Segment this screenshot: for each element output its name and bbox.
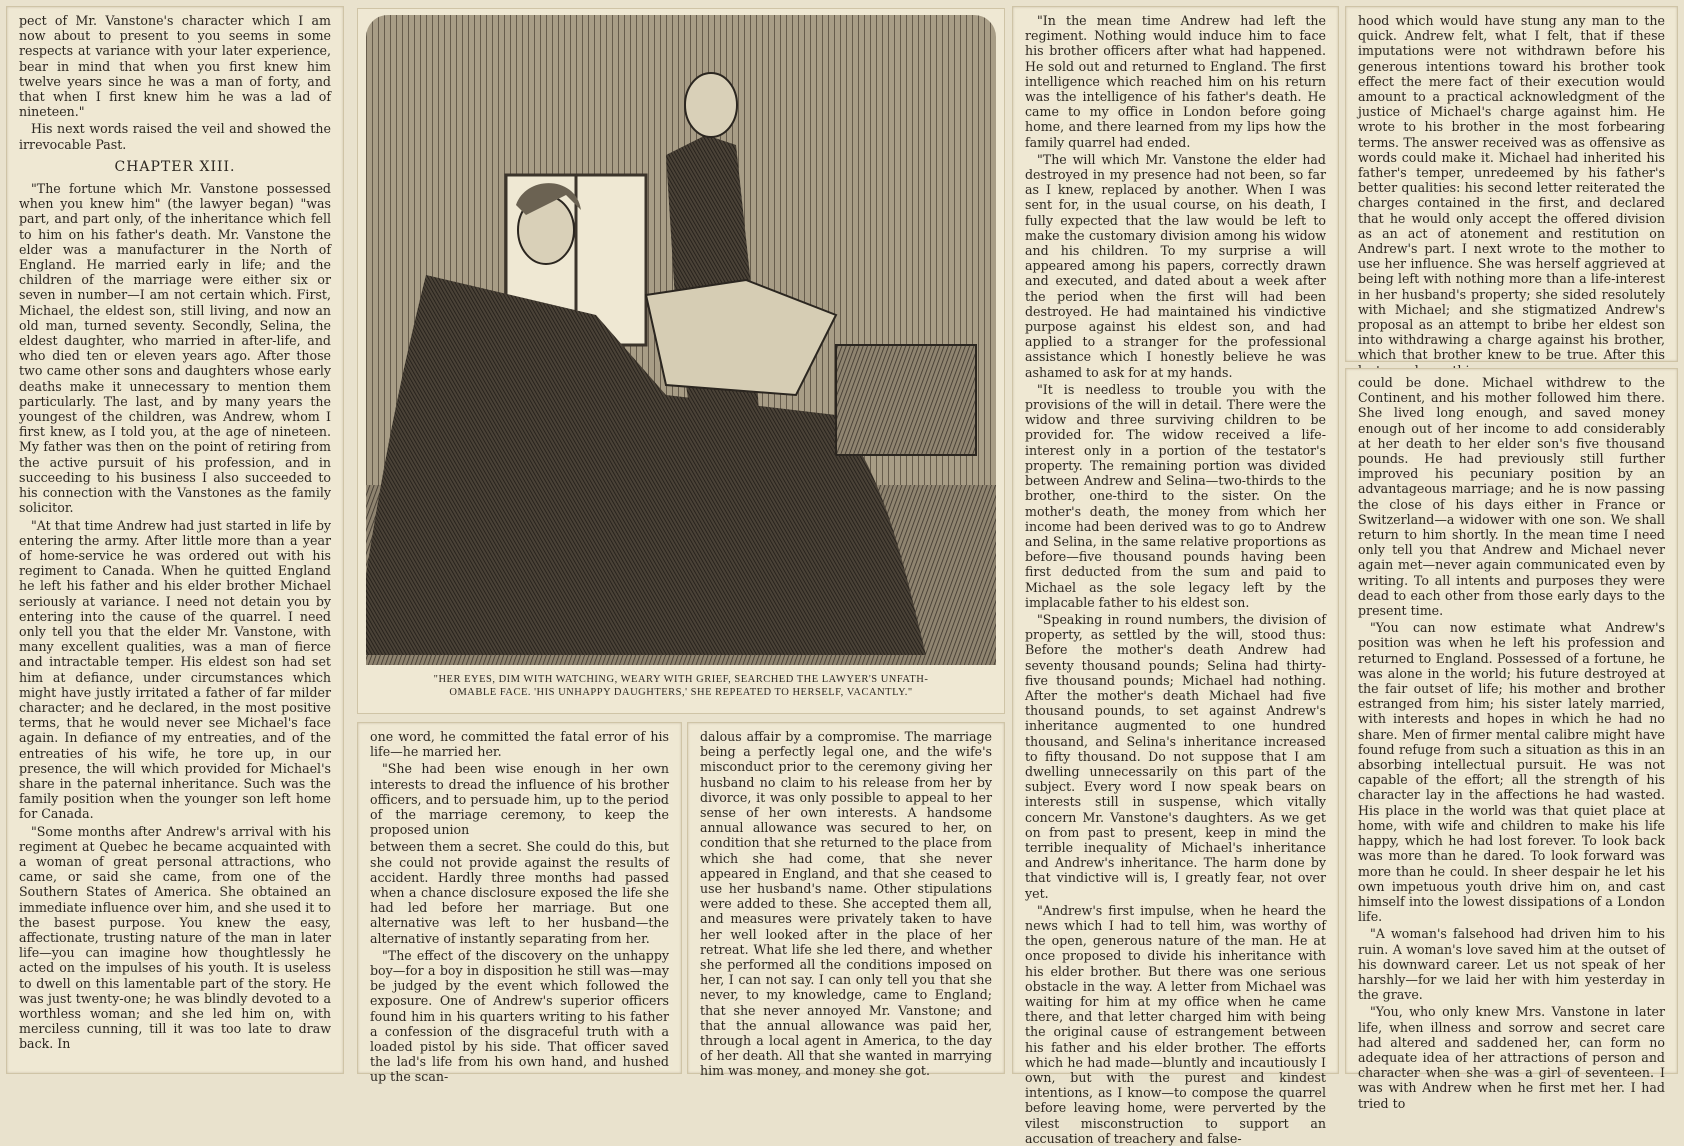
paragraph: "The fortune which Mr. Vanstone possessed when you knew him" (the lawyer began) "was part, and part only, of the inheritance which fell to him on his father's death. Mr. Vanstone the elder was a manufacturer in the North of England. He married early in life; and the children of the marriage were either six or seven in number—I am not certain which. First, Michael, the eldest son, still living, and now an old man, turned seventy. Secondly, Selina, the eldest daughter, who married in after-life, and who died ten or eleven years ago. After those two came other sons and daughters whose early deaths make it unnecessary to mention them particularly. The last, and by many years the youngest of the children, was Andrew, whom I first knew, as I told you, at the age of nineteen. My father was then on the point of retiring from the active pursuit of his profession, and in succeeding to his business I also succeeded to his connection with the Vanstones as the family solicitor. [19, 181, 331, 516]
column-2 [357, 722, 682, 1085]
paragraph: "You can now estimate what Andrew's position was when he left his profession and returned to England. Possessed of a fortune, he was alone in the world; his future destroyed at the fair outset of life; his mother and brother estranged from him; his sister lately married, with interests and hopes in which he had no share. Men of firmer mental calibre might have found refuge from such a situation as this in an absorbing intellectual pursuit. He was not capable of the effort; all the strength of his character lay in the affections he had wasted. His place in the world was that quiet place at home, with wife and children to make his life happy, which he had lost forever. To look back was more than he dared. To look forward was more than he could. In sheer despair he let his own impetuous youth drive him on, and cast himself into the lowest dissipations of a London life. [1358, 620, 1665, 925]
paragraph: "It is needless to trouble you with the provisions of the will in detail. There were the widow and three surviving children to be provided for. The widow received a life-interest only in a portion of the testator's property. The remaining portion was divided between Andrew and Selina—two-thirds to the brother, one-third to the sister. On the mother's death, the money from which her income had been derived was to go to Andrew and Selina, in the same relative proportions as before—five thousand pounds having been first deducted from the sum and paid to Michael as the sole legacy left by the implacable father to his eldest son. [1025, 381, 1326, 610]
column-4 [1012, 6, 1339, 1146]
illustration-caption [368, 673, 994, 699]
paragraph: "Andrew's first impulse, when he heard the news which I had to tell him, was worthy of the open, generous nature of the man. He at once proposed to divide his inheritance with his elder brother. But there was one serious obstacle in the way. A letter from Michael was waiting for him at my office when he came there, and that letter charged him with being the original cause of estrangement between his father and his elder brother. The efforts which he had made—bluntly and incautiously I own, but with the purest and kindest intentions, as I know—to compose the quarrel before leaving home, were perverted by the vilest misconstruction to support an accusation of treachery and false- [1025, 902, 1326, 1146]
paragraph: dalous affair by a compromise. The marriage being a perfectly legal one, and the wife's misconduct prior to the ceremony giving her husband no claim to his release from her by divorce, it was only possible to appeal to her sense of her own interests. A handsome annual allowance was secured to her, on condition that she returned to the place from which she had come, that she never appeared in England, and that she ceased to use her husband's name. Other stipulations were added to these. She accepted them all, and measures were privately taken to have her well looked after in the place of her retreat. What life she led there, and whether she performed all the conditions imposed on her, I can not say. I can only tell you that she never, to my knowledge, came to England; that she never annoyed Mr. Vanstone; and that the annual allowance was paid her, through a local agent in America, to the day of her death. All that she wanted in marrying him was money, and money she got. [700, 729, 992, 1079]
paragraph: His next words raised the veil and showed the irrevocable Past. [19, 121, 331, 152]
table [836, 345, 976, 455]
paragraph: "At that time Andrew had just started in life by entering the army. After little more than a year of home-service he was ordered out with his regiment to Canada. When he quitted England he left his father and his elder brother Michael seriously at variance. I need not detain you by entering into the cause of the quarrel. I need only tell you that the elder Mr. Vanstone, with many excellent qualities, was a man of fierce and intractable temper. His eldest son had set him at defiance, under circumstances which might have justly irritated a father of far milder character; and he declared, in the most positive terms, that he would never see Michael's face again. In defiance of my entreaties, and of the entreaties of his wife, he tore up, in our presence, the will which provided for Michael's share in the paternal inheritance. Such was the family position when the younger son left home for Canada. [19, 517, 331, 822]
paragraph: "Speaking in round numbers, the division of property, as settled by the will, stood thus: Before the mother's death Andrew had seventy thousand pounds; Selina had thirty-five thousand pounds; Michael had nothing. After the mother's death Michael had five thousand pounds, to set against Andrew's inheritance augmented to one hundred thousand, and Selina's inheritance increased to fifty thousand. Do not suppose that I am dwelling unnecessarily on this part of the subject. Every word I now speak bears on interests still in suspense, which vitally concern Mr. Vanstone's daughters. As we get on from past to present, keep in mind the terrible inequality of Michael's inheritance and Andrew's inheritance. The harm done by that vindictive will is, I greatly fear, not over yet. [1025, 611, 1326, 901]
column-1 [6, 6, 344, 1074]
caption-line: "HER EYES, DIM WITH WATCHING, WEARY WITH GRIEF, SEARCHED THE LAWYER'S UNFATH- [433, 674, 929, 685]
column-5-top [1345, 6, 1678, 362]
paragraph: "The effect of the discovery on the unhappy boy—for a boy in disposition he still was—may be judged by the event which followed the exposure. One of Andrew's superior officers found him in his quarters writing to his father a confession of the disgraceful truth with a loaded pistol by his side. That officer saved the lad's life from his own hand, and hushed up the scan- [370, 947, 669, 1085]
paragraph: "She had been wise enough in her own interests to dread the influence of his brother officers, and to persuade him, up to the period of the marriage ceremony, to keep the proposed union [370, 761, 669, 838]
paragraph: "In the mean time Andrew had left the regiment. Nothing would induce him to face his brother officers after what had happened. He sold out and returned to England. The first intelligence which reached him on his return was the intelligence of his father's death. He came to my office in London before going home, and there learned from my lips how the family quarrel had ended. [1025, 13, 1326, 150]
caption-line: OMABLE FACE. 'HIS UNHAPPY DAUGHTERS,' SHE REPEATED TO HERSELF, VACANTLY." [449, 687, 913, 698]
paragraph: "Some months after Andrew's arrival with his regiment at Quebec he became acquainted with a woman of great personal attractions, who came, or said she came, from one of the Southern States of America. She obtained an immediate influence over him, and she used it to the basest purpose. You knew the easy, affectionate, trusting nature of the man in later life—you can imagine how thoughtlessly he acted on the impulses of his youth. It is useless to dwell on this lamentable part of the story. He was just twenty-one; he was blindly devoted to a worthless woman; and she led him on, with merciless cunning, till it was too late to draw back. In [19, 823, 332, 1052]
column-3 [687, 722, 1005, 1079]
column-5-bottom [1345, 368, 1678, 1111]
paragraph: "You, who only knew Mrs. Vanstone in later life, when illness and sorrow and secret care had altered and saddened her, can form no adequate idea of her attractions of person and character when she was a girl of seventeen. I was with Andrew when he first met her. I had tried to [1358, 1004, 1665, 1111]
paragraph: hood which would have stung any man to the quick. Andrew felt, what I felt, that if these imputations were not withdrawn before his generous intentions toward his brother took effect the mere fact of their execution would amount to a practical acknowledgment of the justice of Michael's charge against him. He wrote to his brother in the most forbearing terms. The answer received was as offensive as words could make it. Michael had inherited his father's temper, unredeemed by his father's better qualities: his second letter reiterated the charges contained in the first, and declared that he would only accept the offered division as an act of atonement and restitution on Andrew's part. I next wrote to the mother to use her influence. She was herself aggrieved at being left with nothing more than a life-interest in her husband's property; she sided resolutely with Michael; and she stigmatized Andrew's proposal as an attempt to bribe her eldest son into withdrawing a charge against his brother, which that brother knew to be true. After this [1358, 13, 1665, 363]
lawyer-head [685, 73, 737, 137]
paragraph: "The will which Mr. Vanstone the elder had destroyed in my presence had not been, so far as I knew, replaced by another. When I was sent for, in the usual course, on his death, I fully expected that the law would be left to make the customary division among his widow and his children. To my surprise a will appeared among his papers, correctly drawn and executed, and dated about a week after the period when the first will had been destroyed. He had maintained his vindictive purpose against his eldest son, and had applied to a stranger for the professional assistance which I honestly believe he was ashamed to ask for at my hands. [1025, 151, 1326, 380]
chapter-heading: CHAPTER XIII. [114, 158, 236, 175]
paragraph: could be done. Michael withdrew to the Continent, and his mother followed him there. She lived long enough, and saved money enough out of her income to add considerably at her death to her elder son's five thousand pounds. He had previously still further improved his pecuniary position by an advantageous marriage; and he is now passing the close of his days either in France or Switzerland—a widower with one son. We shall return to him shortly. In the mean time I need only tell you that Andrew and Michael never again met—never again communicated even by writing. To all intents and purposes they were dead to each other from those early days to the present time. [1358, 375, 1665, 619]
paragraph: "A woman's falsehood had driven him to his ruin. A woman's love saved him at the outset of his downward career. Let us not speak of her harshly—for we laid her with him yesterday in the grave. [1358, 926, 1665, 1003]
engraving-image [366, 15, 996, 665]
paragraph: pect of Mr. Vanstone's character which I am now about to present to you seems in some respects at variance with your later experience, bear in mind that when you first knew him twelve years since he was a man of forty, and that when I first knew him he was a lad of nineteen." [19, 13, 331, 120]
paragraph: one word, he committed the fatal error of his life—he married her. [370, 729, 669, 760]
paragraph: between them a secret. She could do this, but she could not provide against the results of accident. Hardly three months had passed when a chance disclosure exposed the life she had led before her marriage. But one alternative was left to her husband—the alternative of instantly separating from her. [370, 839, 669, 946]
engraving-illustration [357, 8, 1005, 714]
